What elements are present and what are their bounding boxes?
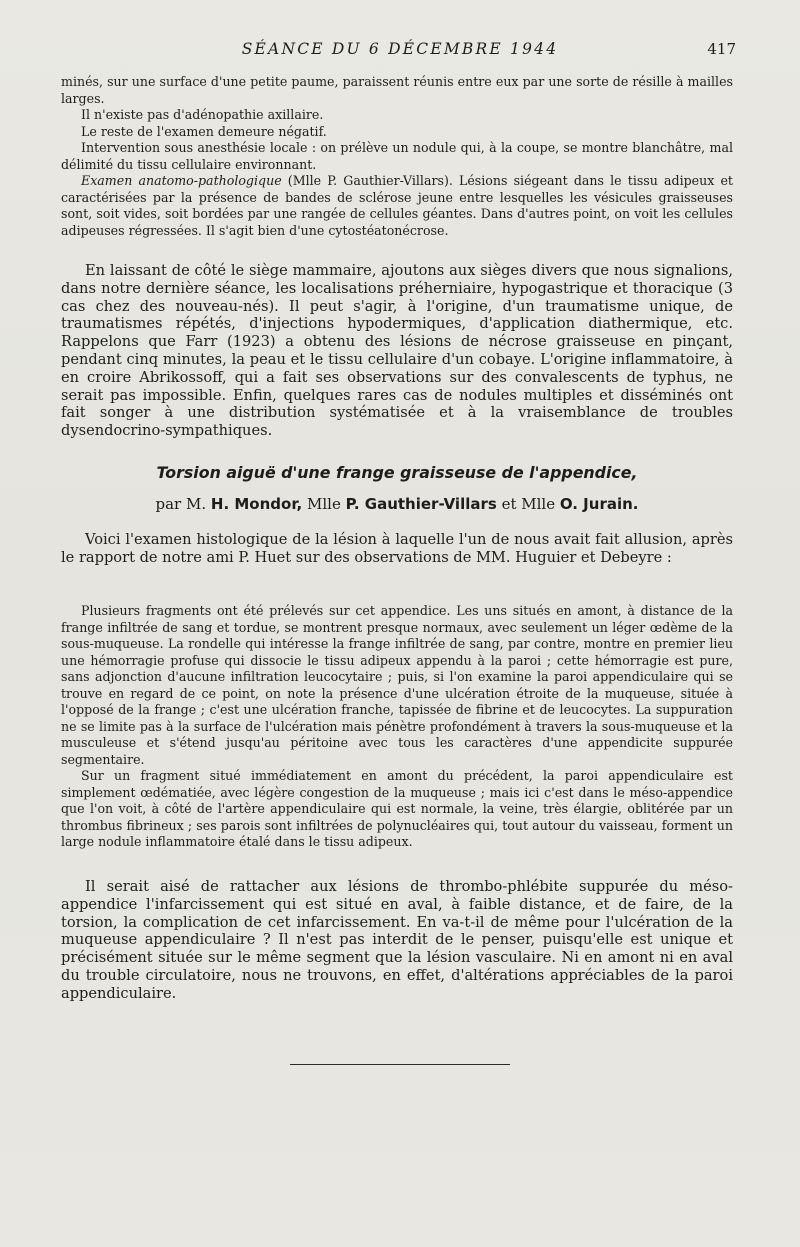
paragraph: Plusieurs fragments ont été prélevés sur cet appendice. Les uns situés en amont, à distance de la frange infiltrée de sang et tordue, se montrent presque normaux, avec seulement un léger œdème de la sous-muqueuse. La rondelle qui intéresse la frange infiltrée de sang, par contre, montre en premier lieu une hémorragie profuse qui dissocie le tissu adipeux appendu à la paroi ; cette hémorragie est pure, sans adjonction d'aucune infiltration leucocytaire ; puis, si l'on examine la paroi appendiculaire qui se trouve en regard de ce point, on note la présence d'une ulcération étroite de la muqueuse, située à l'opposé de la frange ; c'est une ulcération franche, tapissée de fibrine et de leucocytes. La suppuration ne se limite pas à la surface de l'ulcération mais pénètre profondément à travers la sous-muqueuse et la musculeuse et s'étend jusqu'au péritoine avec tous les caractères d'une appendicite suppurée segmentaire. [61, 603, 733, 767]
case-report-continuation [61, 74, 733, 239]
histology-report [61, 603, 733, 851]
paragraph: Il n'existe pas d'adénopathie axillaire. [81, 107, 324, 122]
page-header [0, 40, 800, 62]
paragraph: En laissant de côté le siège mammaire, ajoutons aux sièges divers que nous signalions, dans notre dernière séance, les localisations préherniaire, hypogastrique et thoracique (3 cas chez des nouveau-nés). Il peut s'agir, à l'origine, d'un traumatisme unique, de traumatismes répétés, d'injections hypodermiques, d'application diathermique, etc. Rappelons que Farr (1923) a obtenu des lésions de nécrose graisseuse en pinçant, pendant cinq minutes, la peau et le tissu cellulaire d'un cobaye. L'origine inflammatoire, à en croire Abrikossoff, qui a fait ses observations sur des convalescents de typhus, ne serait pas impossible. Enfin, quelques rares cas de nodules multiples et disséminés ont fait songer à une distribution systématisée et à la vraisemblance de troubles dysendocrino-sympathiques. [61, 262, 733, 440]
discussion-paragraph [61, 262, 733, 440]
author-name: H. Mondor, [210, 495, 303, 513]
conclusion-paragraph [61, 878, 733, 1003]
exam-label: Examen anatomo-pathologique [81, 173, 282, 188]
end-rule [290, 1064, 510, 1065]
intro-paragraph [61, 531, 733, 567]
authors-separator: et Mlle [496, 495, 560, 513]
paragraph: Le reste de l'examen demeure négatif. [81, 123, 327, 139]
authors-separator: Mlle [302, 495, 346, 513]
paragraph: Il serait aisé de rattacher aux lésions de thrombo-phlébite suppurée du méso-appendice l'infarcissement qui est situé en aval, à faible distance, et de faire, de la torsion, la complication de cet infarcissement. En va-t-il de même pour l'ulcération de la muqueuse appendiculaire ? Il n'est pas interdit de le penser, puisqu'elle est unique et précisément située sur le même segment que la lésion vasculaire. Ni en amont ni en aval du trouble circulatoire, nous ne trouvons, en effet, d'altérations appréciables de la paroi appendiculaire. [61, 878, 733, 1002]
paragraph: minés, sur une surface d'une petite paume, paraissent réunis entre eux par une sorte de résille à mailles larges. [61, 74, 733, 106]
paragraph: Intervention sous anesthésie locale : on prélève un nodule qui, à la coupe, se montre blanchâtre, mal délimité du tissu cellulaire environnant. [61, 140, 733, 172]
section-title: Torsion aiguë d'une frange graisseuse de l'appendice, [156, 463, 638, 482]
author-name: P. Gauthier-Villars [345, 495, 497, 513]
page-number: 417 [707, 40, 736, 58]
authors-prefix: par M. [155, 495, 211, 513]
paragraph: Voici l'examen histologique de la lésion à laquelle l'un de nous avait fait allusion, après le rapport de notre ami P. Huet sur des observations de MM. Huguier et Debeyre : [61, 531, 733, 566]
paragraph: Sur un fragment situé immédiatement en amont du précédent, la paroi appendiculaire est simplement œdématiée, avec légère congestion de la muqueuse ; mais ici c'est dans le méso-appendice que l'on voit, à côté de l'artère appendiculaire qui est normale, la veine, très élargie, oblitérée par un thrombus fibrineux ; ses parois sont infiltrées de polynucléaires qui, tout autour du vaisseau, forment un large nodule inflammatoire étalé dans le tissu adipeux. [61, 768, 733, 849]
author-name: O. Jurain. [559, 495, 639, 513]
paragraph [61, 173, 733, 239]
exam-text: (Mlle P. Gauthier-Villars). Lésions siégeant dans le tissu adipeux et caractérisées par la présence de bandes de sclérose jeune entre lesquelles les vésicules graisseuses sont, soit vides, soit bordées par une rangée de cellules géantes. Dans d'autres point, on voit les cellules adipeuses régressées. Il s'agit bien d'une cytostéatonécrose. [61, 173, 733, 238]
running-title: SÉANCE DU 6 DÉCEMBRE 1944 [241, 40, 559, 58]
authors-line [61, 495, 733, 513]
